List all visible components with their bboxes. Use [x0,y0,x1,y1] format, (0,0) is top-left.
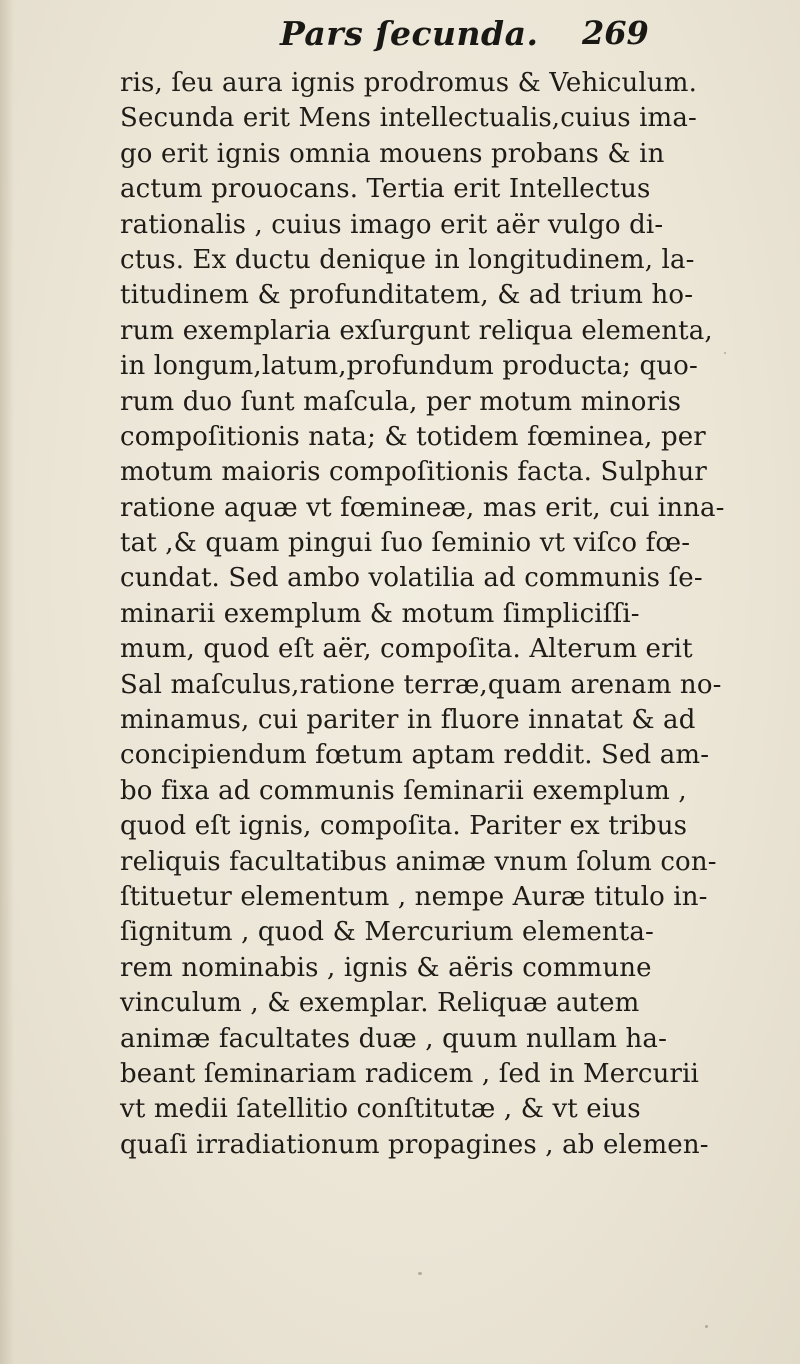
text-line: tat ,& quam pingui ſuo ſeminio vt viſco fœ- [120,528,691,559]
text-line: ratione aquæ vt fœmineæ, mas erit, cui inna- [120,492,725,523]
text-line: rem nominabis , ignis & aëris commune [120,952,652,983]
body-text [120,66,725,1163]
text-line: rum exemplaria exſurgunt reliqua elementa, [120,315,713,346]
text-line: actum prouocans. Tertia erit Intellectus [120,174,651,205]
text-line: quaſi irradiationum propagines , ab elemen- [120,1129,709,1160]
text-line: Secunda erit Mens intellectualis,cuius ima- [120,103,697,134]
text-line: beant ſeminariam radicem , ſed in Mercurii [120,1058,700,1089]
page-gutter-shadow [0,0,14,1364]
running-head: Pars ſecunda. [280,14,539,53]
text-line: vinculum , & exemplar. Reliquæ autem [120,988,640,1019]
text-line: rum duo ſunt maſcula, per motum minoris [120,386,682,417]
text-line: motum maioris compoſitionis facta. Sulphur [120,457,707,488]
page-number: 269 [582,14,649,52]
text-line: ctus. Ex ductu denique in longitudinem, la- [120,244,695,275]
text-line: bo fixa ad communis ſeminarii exemplum , [120,775,687,806]
text-line: rationalis , cuius imago erit aër vulgo di- [120,209,664,240]
text-line: titudinem & profunditatem, & ad trium ho- [120,280,694,311]
paper-speck [724,352,726,354]
text-line: cundat. Sed ambo volatilia ad communis ſe- [120,563,703,594]
page-header [120,14,660,66]
text-line: go erit ignis omnia mouens probans & in [120,138,665,169]
text-line: reliquis facultatibus animæ vnum ſolum con- [120,846,717,877]
text-line: animæ facultates duæ , quum nullam ha- [120,1023,668,1054]
text-line: concipiendum fœtum aptam reddit. Sed am- [120,740,710,771]
text-line: ris, ſeu aura ignis prodromus & Vehiculum. [120,68,697,98]
text-line: minamus, cui pariter in fluore innatat & ad [120,705,696,736]
text-line: minarii exemplum & motum ſimpliciſſi- [120,598,640,629]
text-line: ſtituetur elementum , nempe Auræ titulo in- [120,881,708,912]
paper-speck [705,1325,708,1328]
text-line: in longum,latum,profundum producta; quo- [120,351,698,382]
text-line: compoſitionis nata; & totidem fœminea, per [120,421,706,452]
text-line: Sal maſculus,ratione terræ,quam arenam no- [120,669,722,700]
text-line: mum, quod eſt aër, compoſita. Alterum erit [120,634,693,665]
text-line: vt medii ſatellitio conſtitutæ , & vt eius [120,1094,641,1125]
text-line: quod eſt ignis, compoſita. Pariter ex tribus [120,811,688,842]
paper-speck [418,1272,422,1275]
text-line: ſignitum , quod & Mercurium elementa- [120,917,654,948]
